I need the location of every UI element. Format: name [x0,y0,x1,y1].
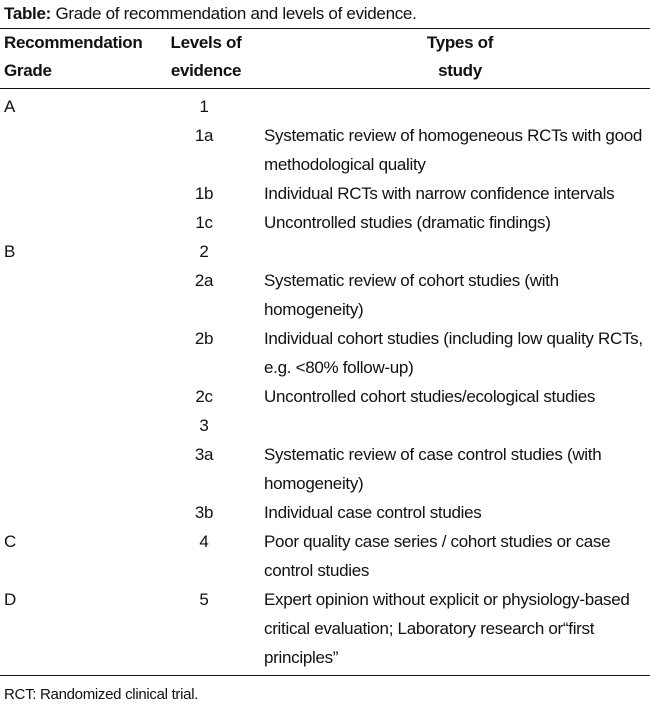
header-type [300,29,620,85]
header-grade-line-2: Grade [4,61,52,80]
table-body [0,92,650,672]
level-cell: 1 [199,97,209,116]
grade-cell: A [4,97,16,116]
header-type-line-2: study [438,61,482,80]
table-row [0,266,650,324]
level-cell: 1b [194,184,214,203]
header-grade-line-1: Recommendation [4,33,143,52]
table-header [0,29,650,87]
header-type-line-1: Types of [426,33,494,52]
table-caption [4,3,417,25]
table-row [0,585,650,672]
header-level [163,29,249,85]
level-cell: 1a [194,126,214,145]
table-footnote: RCT: Randomized clinical trial. [4,686,199,703]
study-type-cell: Individual RCTs with narrow confidence intervals [264,184,615,203]
table-row [0,527,650,585]
header-level-line-1: Levels of [170,33,242,52]
grade-cell: D [4,590,16,609]
caption-text: Grade of recommendation and levels of evidence. [51,4,417,23]
caption-label: Table: [4,4,52,23]
grade-cell: C [4,532,16,551]
level-cell: 2c [195,387,213,406]
table-row [0,440,650,498]
table-row [0,237,650,266]
level-cell: 2a [194,271,214,290]
level-cell: 3a [194,445,214,464]
study-type-cell: Expert opinion without explicit or physiology-based critical evaluation; Laboratory research or“first principles” [264,590,630,667]
header-level-line-2: evidence [170,61,242,80]
table-row [0,121,650,179]
study-type-cell: Individual cohort studies (including low quality RCTs, e.g. <80% follow-up) [264,329,643,377]
bottom-rule [0,675,650,676]
level-cell: 2 [199,242,209,261]
level-cell: 1c [195,213,213,232]
study-type-cell: Poor quality case series / cohort studies or case control studies [264,532,611,580]
table-row [0,324,650,382]
level-cell: 5 [199,590,209,609]
level-cell: 3b [194,503,214,522]
table-row [0,498,650,527]
study-type-cell: Uncontrolled cohort studies/ecological studies [264,387,596,406]
table-row [0,382,650,411]
level-cell: 2b [194,329,214,348]
table-row [0,208,650,237]
study-type-cell: Systematic review of case control studies (with homogeneity) [264,445,602,493]
header-rule [0,88,650,89]
study-type-cell: Systematic review of cohort studies (with homogeneity) [264,271,559,319]
grade-cell: B [4,242,16,261]
study-type-cell: Systematic review of homogeneous RCTs with good methodological quality [264,126,643,174]
table-row [0,92,650,121]
level-cell: 4 [199,532,209,551]
table-row [0,411,650,440]
header-grade [4,29,142,85]
level-cell: 3 [199,416,209,435]
study-type-cell: Individual case control studies [264,503,482,522]
study-type-cell: Uncontrolled studies (dramatic findings) [264,213,551,232]
table-row [0,179,650,208]
